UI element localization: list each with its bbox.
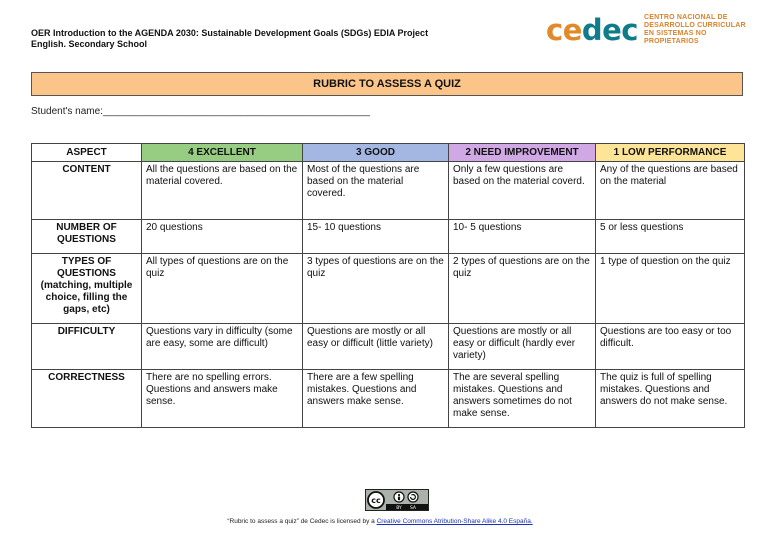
- rubric-table: [31, 143, 745, 428]
- table-cell: 20 questions: [142, 220, 303, 254]
- table-row: [32, 220, 745, 254]
- table-row: [32, 254, 745, 324]
- aspect-cell: DIFFICULTY: [32, 324, 142, 370]
- cc-mark: cc: [371, 496, 381, 505]
- table-cell: 5 or less questions: [596, 220, 745, 254]
- table-cell: There are no spelling errors. Questions and answers make sense.: [142, 370, 303, 428]
- sa-mark: SA: [409, 506, 417, 510]
- cc-by-sa-icon: [366, 490, 428, 510]
- cedec-logo-subtitle: CENTRO NACIONAL DE DESARROLLO CURRICULAR EN SISTEMAS NO PROPIETARIOS: [643, 14, 746, 45]
- aspect-cell: CORRECTNESS: [32, 370, 142, 428]
- student-name-field: Student's name:________________________________________________: [31, 106, 370, 117]
- document-header: [31, 28, 428, 50]
- header-line-1: OER Introduction to the AGENDA 2030: Sustainable Development Goals (SDGs) EDIA Project: [31, 28, 429, 38]
- table-cell: Questions are mostly or all easy or difficult (little variety): [303, 324, 449, 370]
- table-cell: Most of the questions are based on the material covered.: [303, 162, 449, 220]
- table-cell: All types of questions are on the quiz: [142, 254, 303, 324]
- aspect-cell: NUMBER OF QUESTIONS: [32, 220, 142, 254]
- table-cell: 10- 5 questions: [449, 220, 596, 254]
- table-row: [32, 324, 745, 370]
- table-cell: Any of the questions are based on the material: [596, 162, 745, 220]
- table-cell: 1 type of question on the quiz: [596, 254, 745, 324]
- table-row: [32, 370, 745, 428]
- cedec-logo: [546, 14, 760, 46]
- table-cell: 15- 10 questions: [303, 220, 449, 254]
- header-low-performance: 1 LOW PERFORMANCE: [596, 144, 745, 162]
- license-text: “Rubric to assess a quiz” de Cedec is licensed by a: [227, 518, 377, 525]
- header-aspect: ASPECT: [32, 144, 142, 162]
- cc-license-badge-icon[interactable]: [365, 489, 429, 511]
- aspect-cell: TYPES OF QUESTIONS (matching, multiple choice, filling the gaps, etc): [32, 254, 142, 324]
- table-cell: Questions are too easy or too difficult.: [596, 324, 745, 370]
- table-cell: All the questions are based on the material covered.: [142, 162, 303, 220]
- header-good: 3 GOOD: [303, 144, 449, 162]
- header-line-2: English. Secondary School: [31, 39, 148, 49]
- table-cell: 2 types of questions are on the quiz: [449, 254, 596, 324]
- table-cell: Questions are mostly or all easy or difficult (hardly ever variety): [449, 324, 596, 370]
- header-excellent: 4 EXCELLENT: [142, 144, 303, 162]
- table-header-row: [32, 144, 745, 162]
- table-cell: Only a few questions are based on the material coverd.: [449, 162, 596, 220]
- license-statement: [0, 518, 760, 525]
- table-cell: The quiz is full of spelling mistakes. Questions and answers do not make sense.: [596, 370, 745, 428]
- table-cell: The are several spelling mistakes. Questions and answers sometimes do not make sense.: [449, 370, 596, 428]
- license-link[interactable]: Creative Commons Atribution-Share Alike 4.0 España.: [376, 518, 533, 525]
- by-mark: BY: [396, 506, 402, 510]
- cedec-logo-word: cedec: [546, 13, 638, 47]
- rubric-title: RUBRIC TO ASSESS A QUIZ: [31, 72, 743, 96]
- header-need-improvement: 2 NEED IMPROVEMENT: [449, 144, 596, 162]
- table-cell: There are a few spelling mistakes. Questions and answers make sense.: [303, 370, 449, 428]
- table-cell: Questions vary in difficulty (some are easy, some are difficult): [142, 324, 303, 370]
- table-row: [32, 162, 745, 220]
- aspect-cell: CONTENT: [32, 162, 142, 220]
- table-cell: 3 types of questions are on the quiz: [303, 254, 449, 324]
